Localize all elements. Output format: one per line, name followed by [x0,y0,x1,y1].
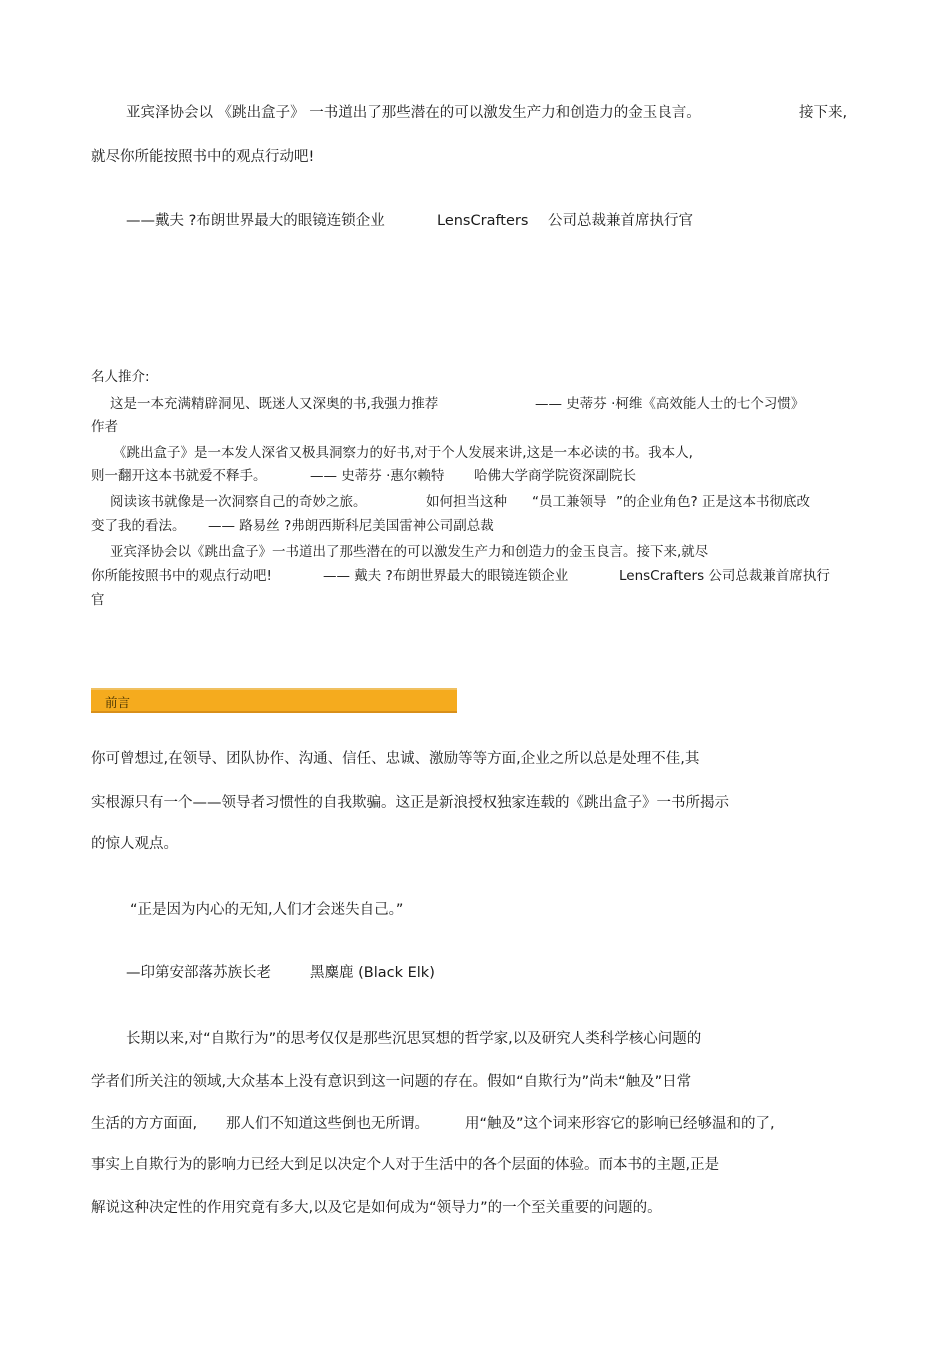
endorsement-line-6-attr: —— 路易丝 ?弗朗西斯科尼美国雷神公司副总裁 [208,518,494,534]
preface-para1-line2: 实根源只有一个——领导者习惯性的自我欺骗。这正是新浪授权独家连载的《跳出盒子》一书所揭示 [91,795,729,811]
preface-banner-label: 前言 [105,695,131,710]
preface-para2-line2: 学者们所关注的领域,大众基本上没有意识到这一问题的存在。假如“自欺行为”尚未“触及”日常 [91,1074,692,1090]
top-attribution-name: ——戴夫 ?布朗世界最大的眼镜连锁企业 [126,213,385,229]
endorsement-line-5-d: ”的企业角色? 正是这本书彻底改 [616,494,810,510]
endorsement-line-3: 《跳出盒子》是一本发人深省又极具洞察力的好书,对于个人发展来讲,这是一本必读的书。我本人, [113,445,693,461]
top-quote-line1: 亚宾泽协会以 《跳出盒子》 一书道出了那些潜在的可以激发生产力和创造力的金玉良言。 [126,105,701,121]
top-quote-line1-end: 接下来, [799,105,848,121]
endorsement-line-4-title: 哈佛大学商学院资深副院长 [474,468,636,484]
endorsements-heading: 名人推介: [91,369,150,385]
preface-para2-line3a: 生活的方方面面, [91,1116,198,1132]
preface-quote-attribution-name: 黑麋鹿 (Black Elk) [310,965,435,981]
preface-quote: “正是因为内心的无知,人们才会迷失自己。” [130,902,404,918]
preface-para2-line5: 解说这种决定性的作用究竟有多大,以及它是如何成为“领导力”的一个至关重要的问题的。 [91,1200,662,1216]
endorsement-line-1: 这是一本充满精辟洞见、既迷人又深奥的书,我强力推荐 [110,396,439,412]
preface-banner [91,688,457,713]
preface-para2-line3b: 那人们不知道这些倒也无所谓。 [226,1116,429,1132]
preface-para2-line4: 事实上自欺行为的影响力已经大到足以决定个人对于生活中的各个层面的体验。而本书的主题,正是 [91,1157,720,1173]
endorsement-line-5-b: 如何担当这种 [426,494,507,510]
endorsement-line-5-c: “员工兼领导 [532,494,607,510]
preface-para2-line1: 长期以来,对“自欺行为”的思考仅仅是那些沉思冥想的哲学家,以及研究人类科学核心问题的 [126,1031,702,1047]
endorsement-line-8-attr: —— 戴夫 ?布朗世界最大的眼镜连锁企业 [323,568,569,584]
preface-para1-line3: 的惊人观点。 [91,836,178,852]
preface-quote-attribution: —印第安部落苏族长老 [126,965,271,981]
endorsement-line-6: 变了我的看法。 [91,518,186,534]
endorsement-line-8: 你所能按照书中的观点行动吧! [91,568,272,584]
endorsement-line-4: 则一翻开这本书就爱不释手。 [91,468,267,484]
endorsement-line-2: 作者 [91,419,118,435]
endorsement-line-4-attr: —— 史蒂芬 ·惠尔赖特 [310,468,445,484]
endorsement-line-8-title: LensCrafters 公司总裁兼首席执行 [619,568,830,584]
top-quote-line2: 就尽你所能按照书中的观点行动吧! [91,149,315,165]
endorsement-line-1-attr: —— 史蒂芬 ·柯维《高效能人士的七个习惯》 [535,396,805,412]
top-attribution-title: 公司总裁兼首席执行官 [548,213,693,229]
preface-para2-line3c: 用“触及”这个词来形容它的影响已经够温和的了, [465,1116,775,1132]
endorsement-line-9: 官 [91,592,105,608]
endorsement-line-7: 亚宾泽协会以《跳出盒子》一书道出了那些潜在的可以激发生产力和创造力的金玉良言。接下来,就尽 [110,544,709,560]
endorsement-line-5: 阅读该书就像是一次洞察自己的奇妙之旅。 [110,494,367,510]
preface-para1-line1: 你可曾想过,在领导、团队协作、沟通、信任、忠诚、激励等等方面,企业之所以总是处理不佳,其 [91,751,700,767]
top-attribution-company: LensCrafters [437,213,529,229]
